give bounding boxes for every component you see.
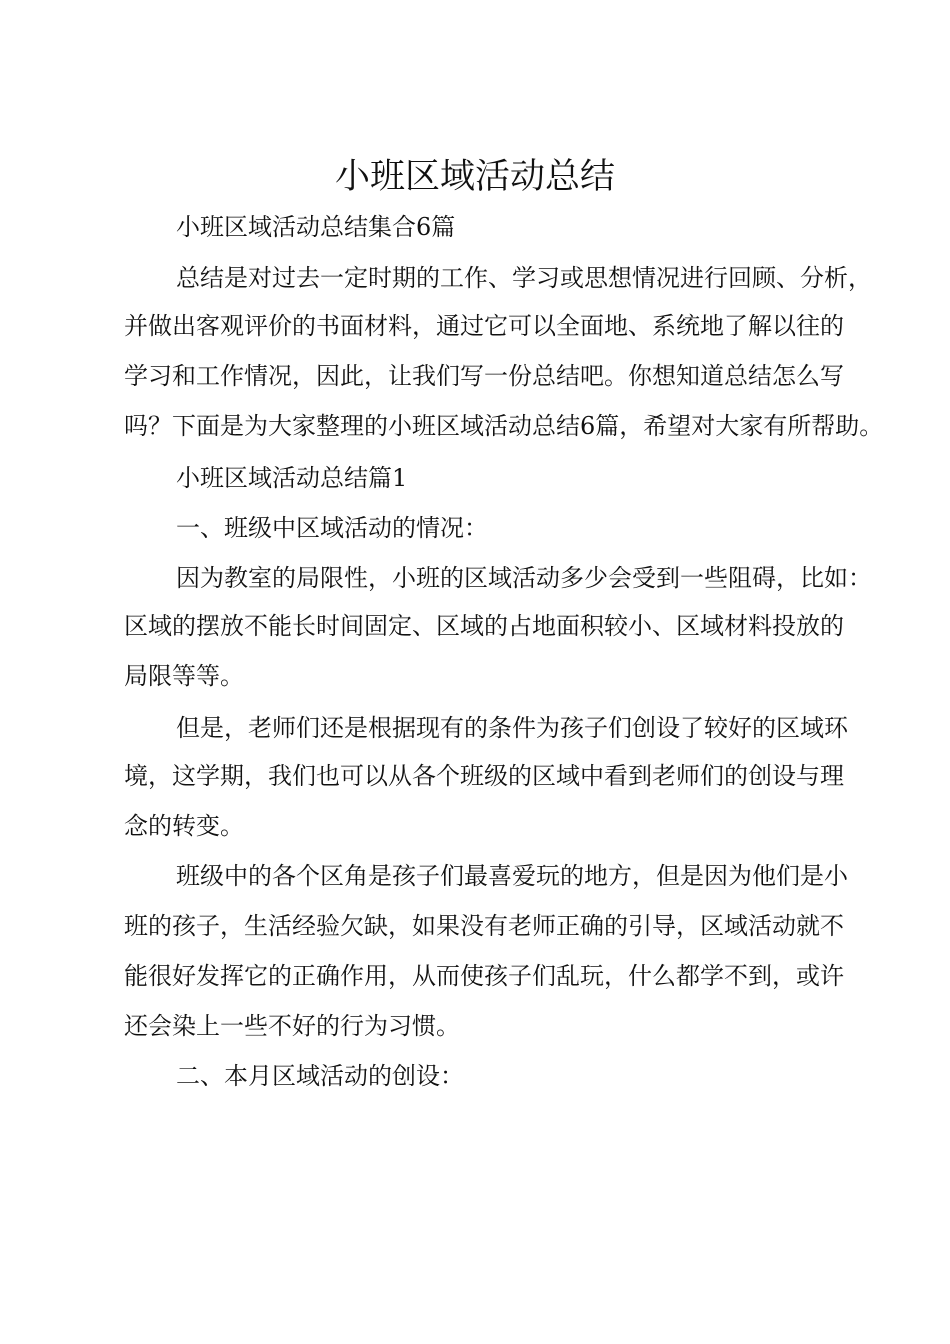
- para2-line-1: 但是，老师们还是根据现有的条件为孩子们创设了较好的区域环: [176, 714, 848, 742]
- intro-line-3: 学习和工作情况，因此，让我们写一份总结吧。你想知道总结怎么写: [124, 362, 844, 390]
- document-title: 小班区域活动总结: [334, 157, 615, 197]
- para3-line-4: 还会染上一些不好的行为习惯。: [124, 1012, 460, 1040]
- intro-line-1: 总结是对过去一定时期的工作、学习或思想情况进行回顾、分析，: [176, 264, 872, 292]
- para2-line-2: 境，这学期，我们也可以从各个班级的区域中看到老师们的创设与理: [124, 762, 844, 790]
- intro-line-4: 吗？下面是为大家整理的小班区域活动总结6篇，希望对大家有所帮助。: [124, 412, 884, 440]
- para1-line-1: 因为教室的局限性，小班的区域活动多少会受到一些阻碍，比如：: [176, 564, 872, 592]
- para3-line-3: 能很好发挥它的正确作用，从而使孩子们乱玩，什么都学不到，或许: [124, 962, 844, 990]
- para3-line-2: 班的孩子，生活经验欠缺，如果没有老师正确的引导，区域活动就不: [124, 912, 844, 940]
- para3-line-1: 班级中的各个区角是孩子们最喜爱玩的地方，但是因为他们是小: [176, 862, 848, 890]
- para2-line-3: 念的转变。: [124, 812, 244, 840]
- intro-line-2: 并做出客观评价的书面材料，通过它可以全面地、系统地了解以往的: [124, 312, 844, 340]
- para1-line-2: 区域的摆放不能长时间固定、区域的占地面积较小、区域材料投放的: [124, 612, 844, 640]
- part2-heading: 二、本月区域活动的创设：: [176, 1062, 464, 1090]
- para1-line-3: 局限等等。: [124, 662, 244, 690]
- part1-heading: 一、班级中区域活动的情况：: [176, 514, 488, 542]
- section-heading: 小班区域活动总结篇1: [176, 464, 408, 492]
- document-subtitle: 小班区域活动总结集合6篇: [176, 213, 456, 241]
